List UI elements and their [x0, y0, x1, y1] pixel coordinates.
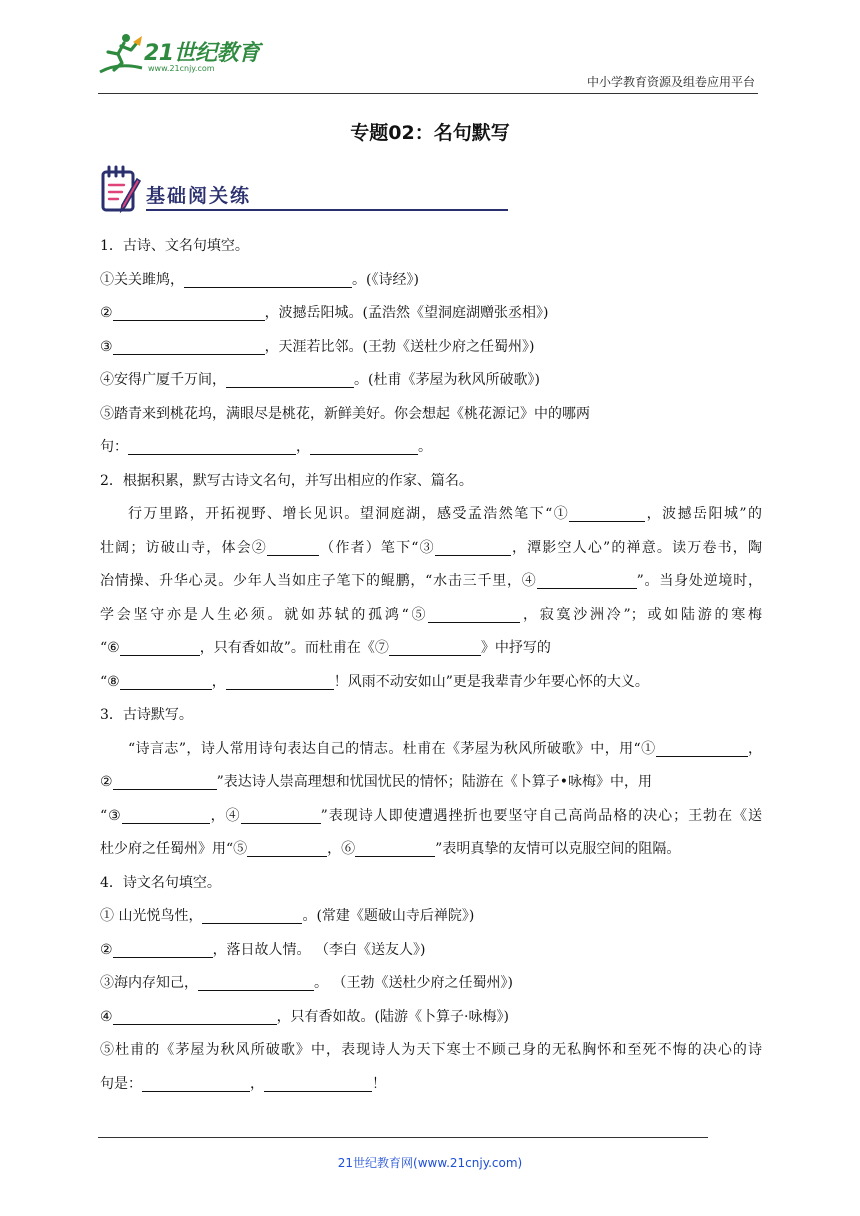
- page-title: 专题02：名句默写: [350, 122, 510, 144]
- page-header: [0, 0, 860, 100]
- text-segment: “诗言志”，诗人常用诗句表达自己的情志。杜甫在《茅屋为秋风所破歌》中，用“①: [128, 740, 656, 757]
- text-segment: ⑤杜甫的《茅屋为秋风所破歌》中，表现诗人为天下寒士不顾己身的无私胸怀和至死不悔的决心的诗: [100, 1042, 762, 1058]
- answer-blank[interactable]: [389, 637, 481, 656]
- text-segment: ！: [372, 1075, 386, 1092]
- answer-blank[interactable]: [569, 503, 645, 522]
- text-line: [100, 934, 762, 968]
- text-segment: ⑤踏青来到桃花坞，满眼尽是桃花，新鲜美好。你会想起《桃花源记》中的哪两: [100, 405, 590, 422]
- text-segment: “③: [100, 807, 122, 824]
- text-segment: ，: [747, 740, 762, 757]
- text-line: [100, 230, 762, 264]
- notebook-pencil-icon: [100, 163, 144, 215]
- text-segment: ③海内存知己，: [100, 975, 198, 991]
- text-segment: 。(杜甫《茅屋为秋风所破歌》): [354, 372, 540, 388]
- text-segment: ”表明真挚的友情可以克服空间的阻隔。: [435, 841, 681, 857]
- text-segment: ②: [100, 941, 113, 958]
- text-segment: ，: [211, 673, 226, 690]
- text-line: [100, 532, 762, 566]
- answer-blank[interactable]: [113, 939, 213, 958]
- text-line: [100, 297, 762, 331]
- answer-blank[interactable]: [267, 537, 319, 556]
- text-segment: 4．诗文名句填空。: [100, 874, 221, 891]
- text-line: [100, 1068, 762, 1102]
- text-segment: “⑧: [100, 673, 120, 690]
- answer-blank[interactable]: [435, 537, 511, 556]
- text-line: [100, 431, 762, 465]
- text-segment: 2．根据积累，默写古诗文名句，并写出相应的作家、篇名。: [100, 472, 473, 489]
- text-segment: 杜少府之任蜀州》用“⑤: [100, 841, 248, 857]
- text-segment: 。(常建《题破山寺后禅院》): [302, 908, 475, 924]
- text-segment: ，波撼岳阳城”的: [645, 506, 762, 522]
- text-segment: 3．古诗默写。: [100, 707, 193, 723]
- text-line: [100, 599, 762, 633]
- text-line: [100, 867, 762, 901]
- text-line: [100, 1034, 762, 1068]
- answer-blank[interactable]: [537, 570, 637, 589]
- text-segment: 壮阔；访破山寺，体会②: [100, 539, 267, 556]
- text-segment: ④: [100, 1008, 113, 1025]
- answer-blank[interactable]: [120, 637, 200, 656]
- text-segment: 句是：: [100, 1075, 142, 1092]
- text-segment: 。(《诗经》): [352, 271, 419, 288]
- text-segment: ① 山光悦鸟性，: [100, 908, 203, 924]
- runner-logo-icon: [96, 32, 144, 78]
- answer-blank[interactable]: [656, 738, 748, 757]
- logo: [96, 32, 266, 78]
- banner-underline: [146, 209, 508, 211]
- text-line: [100, 498, 762, 532]
- text-line: [100, 666, 762, 700]
- text-segment: ”表达诗人崇高理想和忧国忧民的情怀；陆游在《卜算子•咏梅》中，用: [216, 774, 652, 790]
- text-segment: ④安得广厦千万间，: [100, 372, 226, 388]
- text-segment: ②: [100, 305, 113, 321]
- text-segment: ，只有香如故”。而杜甫在《⑦: [199, 640, 389, 656]
- text-segment: ，④: [209, 807, 241, 824]
- text-segment: 句：: [100, 439, 128, 455]
- text-segment: ②: [100, 774, 113, 790]
- answer-blank[interactable]: [113, 302, 265, 321]
- text-line: [100, 364, 762, 398]
- answer-blank[interactable]: [198, 972, 314, 991]
- text-segment: ”表现诗人即使遭遇挫折也要坚守自己高尚品格的决心；王勃在《送: [320, 807, 762, 824]
- answer-blank[interactable]: [264, 1073, 372, 1092]
- text-line: [100, 967, 762, 1001]
- text-segment: ①关关雎鸠，: [100, 271, 184, 288]
- footer-divider: [98, 1137, 708, 1138]
- text-segment: ，落日故人情。 （李白《送友人》): [212, 941, 426, 958]
- text-segment: ，潭影空人心”的禅意。读万卷书，陶: [510, 539, 762, 556]
- text-line: [100, 632, 762, 666]
- text-segment: 》中抒写的: [480, 640, 551, 656]
- answer-blank[interactable]: [113, 1006, 277, 1025]
- text-segment: 。 （王勃《送杜少府之任蜀州》): [314, 975, 513, 991]
- text-segment: ！风雨不动安如山”更是我辈青少年要心怀的大义。: [333, 673, 649, 690]
- text-line: [100, 699, 762, 733]
- logo-url: www.21cnjy.com: [148, 64, 215, 73]
- platform-name: 中小学教育资源及组卷应用平台: [586, 75, 755, 89]
- answer-blank[interactable]: [113, 771, 217, 790]
- text-segment: ”。当身处逆境时，: [636, 573, 762, 589]
- text-segment: 行万里路，开拓视野、增长见识。望洞庭湖，感受孟浩然笔下“①: [128, 506, 570, 522]
- text-line: [100, 465, 762, 499]
- answer-blank[interactable]: [120, 671, 212, 690]
- exercise-content: [100, 230, 762, 1101]
- answer-blank[interactable]: [247, 838, 327, 857]
- banner-title: 基础阅关练: [146, 185, 252, 207]
- answer-blank[interactable]: [128, 436, 296, 455]
- text-segment: ，天涯若比邻。(王勃《送杜少府之任蜀州》): [264, 338, 535, 355]
- text-line: [100, 565, 762, 599]
- text-line: [100, 833, 762, 867]
- answer-blank[interactable]: [226, 369, 354, 388]
- answer-blank[interactable]: [113, 336, 265, 355]
- answer-blank[interactable]: [184, 269, 352, 288]
- answer-blank[interactable]: [122, 805, 210, 824]
- text-line: [100, 1001, 762, 1035]
- text-segment: 。: [418, 439, 432, 455]
- answer-blank[interactable]: [226, 671, 334, 690]
- text-segment: ，寂寞沙洲冷”；或如陆游的寒梅: [520, 606, 762, 623]
- answer-blank[interactable]: [142, 1073, 250, 1092]
- answer-blank[interactable]: [202, 905, 302, 924]
- text-line: [100, 800, 762, 834]
- text-line: [100, 766, 762, 800]
- section-banner: [100, 163, 510, 215]
- header-divider: [98, 93, 758, 94]
- text-segment: 学会坚守亦是人生必须。就如苏轼的孤鸿“⑤: [100, 606, 429, 623]
- text-line: [100, 733, 762, 767]
- text-line: [100, 264, 762, 298]
- text-line: [100, 900, 762, 934]
- text-segment: ，只有香如故。(陆游《卜算子·咏梅》): [276, 1008, 509, 1025]
- text-segment: ，⑥: [327, 841, 356, 857]
- text-segment: ③: [100, 338, 113, 355]
- text-segment: 冶情操、升华心灵。少年人当如庄子笔下的鲲鹏，“水击三千里，④: [100, 573, 537, 589]
- text-segment: （作者）笔下“③: [318, 539, 435, 556]
- text-segment: ，波撼岳阳城。(孟浩然《望洞庭湖赠张丞相》): [264, 305, 549, 321]
- answer-blank[interactable]: [241, 805, 321, 824]
- text-segment: “⑥: [100, 640, 120, 656]
- footer-site: 21世纪教育网(www.21cnjy.com): [337, 1156, 523, 1170]
- answer-blank[interactable]: [428, 604, 520, 623]
- text-line: [100, 331, 762, 365]
- text-segment: ，: [296, 439, 310, 455]
- answer-blank[interactable]: [355, 838, 435, 857]
- logo-text: 21世纪教育: [144, 41, 260, 66]
- text-line: [100, 398, 762, 432]
- text-segment: 1．古诗、文名句填空。: [100, 238, 249, 254]
- answer-blank[interactable]: [310, 436, 418, 455]
- text-segment: ，: [250, 1075, 264, 1092]
